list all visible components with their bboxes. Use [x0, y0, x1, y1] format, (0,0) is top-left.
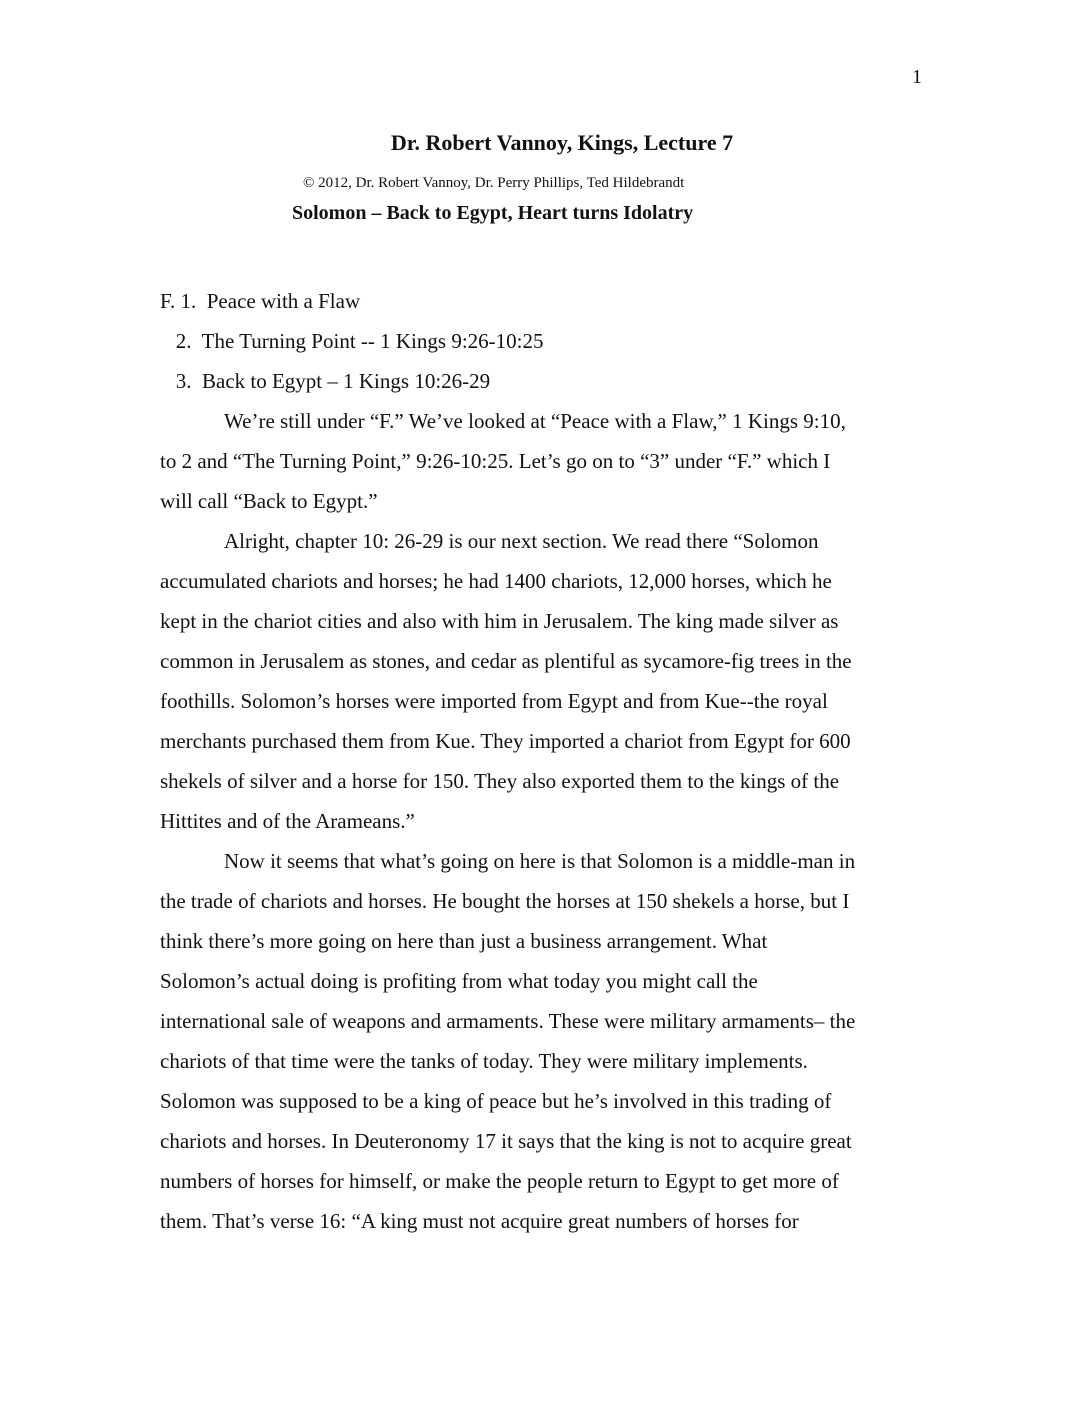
copyright-line: © 2012, Dr. Robert Vannoy, Dr. Perry Phillips, Ted Hildebrandt	[303, 175, 685, 191]
outline-item: 2. The Turning Point -- 1 Kings 9:26-10:25	[160, 329, 544, 353]
text-line: shekels of silver and a horse for 150. They also exported them to the kings of the	[160, 769, 840, 793]
text-line: Solomon’s actual doing is profiting from what today you might call the	[160, 969, 758, 993]
lecture-subtitle: Solomon – Back to Egypt, Heart turns Idolatry	[292, 202, 694, 224]
text-line: will call “Back to Egypt.”	[160, 489, 378, 513]
text-line: numbers of horses for himself, or make the people return to Egypt to get more of	[160, 1169, 839, 1193]
text-line: Alright, chapter 10: 26-29 is our next section. We read there “Solomon	[224, 529, 819, 553]
outline-list	[160, 281, 543, 401]
outline-item: 3. Back to Egypt – 1 Kings 10:26-29	[160, 369, 491, 393]
paragraph	[160, 521, 930, 841]
text-line: them. That’s verse 16: “A king must not acquire great numbers of horses for	[160, 1209, 799, 1233]
text-line: chariots of that time were the tanks of today. They were military implements.	[160, 1049, 808, 1073]
text-line: accumulated chariots and horses; he had 1400 chariots, 12,000 horses, which he	[160, 569, 832, 593]
text-line: common in Jerusalem as stones, and cedar as plentiful as sycamore-fig trees in the	[160, 649, 852, 673]
lecture-title: Dr. Robert Vannoy, Kings, Lecture 7	[390, 130, 734, 155]
text-line: kept in the chariot cities and also with him in Jerusalem. The king made silver as	[160, 609, 839, 633]
outline-item: F. 1. Peace with a Flaw	[160, 289, 361, 313]
body-text	[160, 401, 930, 1241]
text-line: merchants purchased them from Kue. They imported a chariot from Egypt for 600	[160, 729, 851, 753]
text-line: Now it seems that what’s going on here is that Solomon is a middle-man in	[224, 849, 856, 873]
text-line: international sale of weapons and armaments. These were military armaments– the	[160, 1009, 856, 1033]
page-number: 1	[912, 66, 922, 88]
text-line: We’re still under “F.” We’ve looked at “Peace with a Flaw,” 1 Kings 9:10,	[224, 409, 846, 433]
text-line: Solomon was supposed to be a king of peace but he’s involved in this trading of	[160, 1089, 832, 1113]
text-line: Hittites and of the Arameans.”	[160, 809, 415, 833]
text-line: chariots and horses. In Deuteronomy 17 it says that the king is not to acquire great	[160, 1129, 852, 1153]
text-line: foothills. Solomon’s horses were imported from Egypt and from Kue--the royal	[160, 689, 828, 713]
paragraph	[160, 401, 930, 521]
paragraph	[160, 841, 930, 1241]
text-line: the trade of chariots and horses. He bought the horses at 150 shekels a horse, but I	[160, 889, 850, 913]
text-line: think there’s more going on here than just a business arrangement. What	[160, 929, 768, 953]
text-line: to 2 and “The Turning Point,” 9:26-10:25. Let’s go on to “3” under “F.” which I	[160, 449, 831, 473]
